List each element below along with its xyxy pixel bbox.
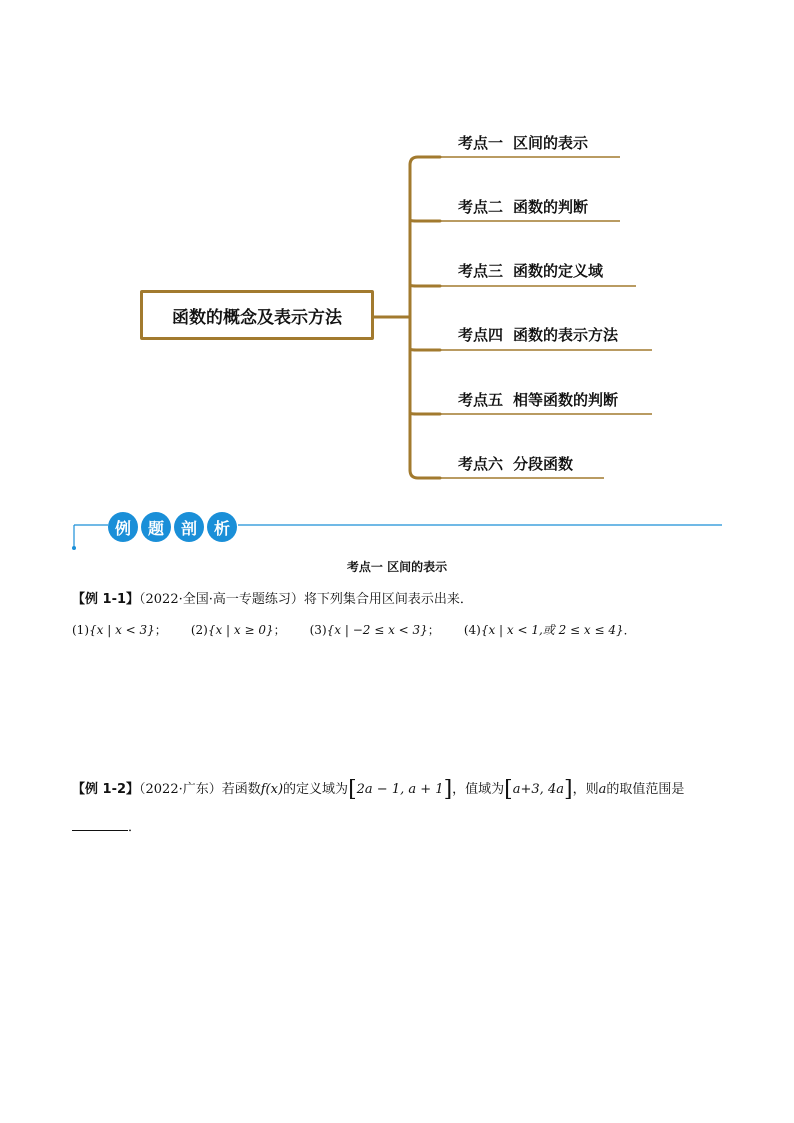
- mindmap-branch-2: [458, 196, 588, 217]
- item-separator: ．: [623, 623, 636, 637]
- branch-label: 函数的判断: [513, 198, 589, 216]
- example-text-1: 若函数: [221, 782, 261, 797]
- item-number: (2): [190, 623, 208, 637]
- section-title: [108, 512, 237, 542]
- example-1-1-items: [72, 620, 660, 640]
- item-4: [464, 623, 636, 637]
- mindmap-branch-4: [458, 324, 618, 345]
- branch-code: 考点一: [458, 134, 504, 152]
- example-text-4: ，则: [572, 782, 599, 797]
- item-separator: ；: [427, 623, 440, 637]
- item-expression: {x | x ≥ 0}: [207, 623, 274, 637]
- mindmap-root: 函数的概念及表示方法: [140, 290, 374, 340]
- item-number: (3): [309, 623, 327, 637]
- example-text-2: 的定义域为: [283, 782, 349, 797]
- example-source: （2022·广东）: [139, 782, 222, 797]
- answer-end: ．: [128, 820, 142, 835]
- branch-label: 相等函数的判断: [513, 391, 619, 409]
- mindmap-branch-6: [458, 453, 573, 474]
- item-2: [191, 623, 286, 637]
- branch-code: 考点六: [458, 455, 504, 473]
- range-expression: a+3, 4a: [512, 782, 564, 797]
- item-3: [310, 623, 440, 637]
- item-number: (1): [72, 623, 89, 637]
- domain-expression: 2a − 1, a + 1: [356, 782, 444, 797]
- variable: a: [598, 782, 607, 797]
- example-1-2: [72, 777, 685, 802]
- mindmap-connectors: [0, 0, 794, 520]
- mindmap-branch-1: [458, 132, 588, 153]
- branch-code: 考点二: [458, 198, 504, 216]
- section-pill: 例: [108, 512, 138, 542]
- bracket-close: ]: [443, 777, 453, 802]
- item-expression: {x | x < 3}: [89, 623, 155, 637]
- item-1: [72, 623, 167, 637]
- item-separator: ；: [273, 623, 286, 637]
- example-text: 将下列集合用区间表示出来．: [303, 592, 473, 607]
- example-text-3: ，值域为: [452, 782, 505, 797]
- bracket-close: ]: [563, 777, 573, 802]
- kaodian-title: 考点一 区间的表示: [346, 560, 448, 574]
- mindmap-branch-3: [458, 260, 603, 281]
- item-number: (4): [463, 623, 481, 637]
- item-expression: {x | x < 1,或 2 ≤ x ≤ 4}: [480, 623, 624, 637]
- answer-line: [72, 818, 141, 838]
- branch-label: 函数的表示方法: [513, 326, 619, 344]
- bracket-open: [: [504, 777, 513, 802]
- example-tag: 【例 1-1】: [72, 592, 140, 607]
- branch-code: 考点三: [458, 262, 504, 280]
- section-pill: 题: [141, 512, 171, 542]
- branch-code: 考点五: [458, 391, 504, 409]
- answer-blank[interactable]: [72, 818, 128, 831]
- example-tag: 【例 1-2】: [72, 782, 140, 797]
- branch-code: 考点四: [458, 326, 504, 344]
- example-1-1: [72, 590, 473, 610]
- section-pill: 剖: [174, 512, 204, 542]
- bracket-open: [: [348, 777, 357, 802]
- branch-label: 分段函数: [513, 455, 574, 473]
- branch-label: 区间的表示: [513, 134, 589, 152]
- mindmap-branch-5: [458, 389, 618, 410]
- item-separator: ；: [154, 623, 167, 637]
- item-expression: {x | −2 ≤ x < 3}: [326, 623, 428, 637]
- example-source: （2022·全国·高一专题练习）: [139, 592, 304, 607]
- section-pill: 析: [207, 512, 237, 542]
- example-text-5: 的取值范围是: [606, 782, 685, 797]
- branch-label: 函数的定义域: [513, 262, 604, 280]
- function-expression: f(x): [260, 782, 284, 797]
